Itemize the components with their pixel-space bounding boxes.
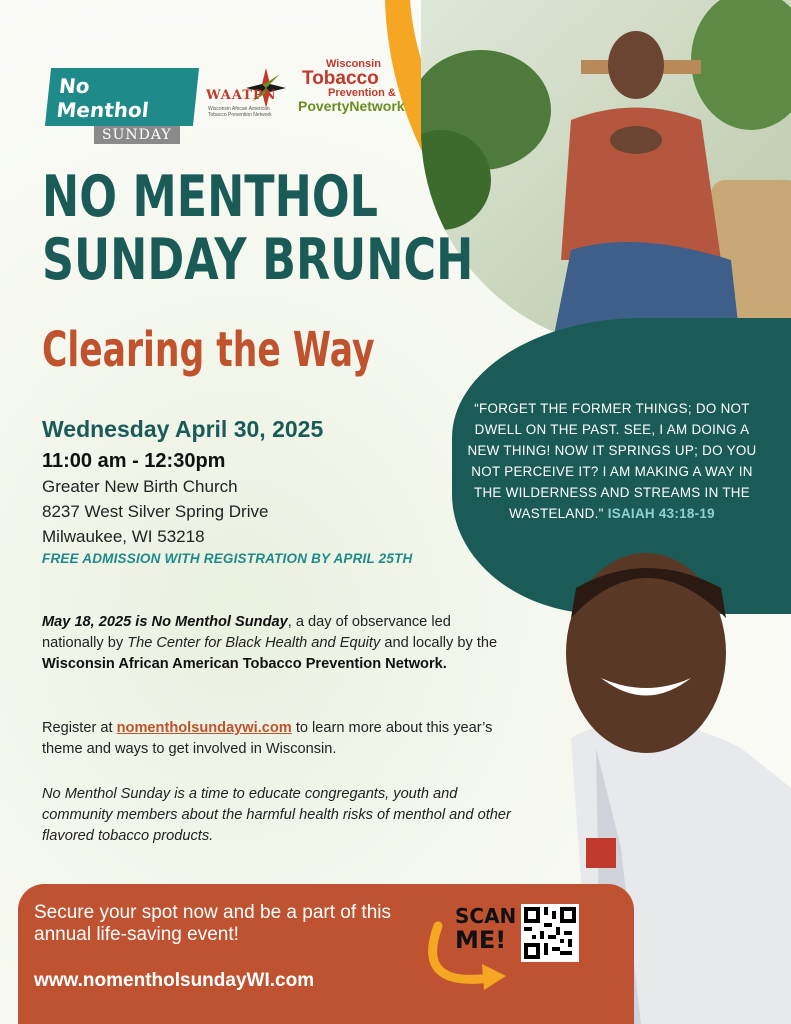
title-line-2: SUNDAY BRUNCH — [42, 227, 474, 293]
wtpp-line1: Wisconsin — [326, 58, 381, 70]
quote-reference: ISAIAH 43:18-19 — [607, 506, 715, 521]
paragraph-education: No Menthol Sunday is a time to educate congregants, youth and community members about the harmful health risks of menthol and other flavored tobacco products. — [42, 786, 511, 844]
curved-arrow-icon — [420, 918, 520, 998]
website-url[interactable]: www.nomentholsundayWI.com — [34, 970, 315, 991]
event-street: 8237 West Silver Spring Drive — [42, 502, 269, 521]
observance-text-b: and locally by the — [380, 635, 498, 651]
quote-text: “FORGET THE FORMER THINGS; DO NOT DWELL ON THE PAST. SEE, I AM DOING A NEW THING! NOW IT SPRINGS UP; DO YOU NOT PERCEIVE IT? I AM MAKING A WAY IN THE WILDERNESS AND STREAMS IN THE WASTELAND." — [467, 401, 757, 521]
scan-line-1: SCAN — [455, 904, 517, 928]
event-city: Milwaukee, WI 53218 — [42, 527, 205, 546]
subtitle: Clearing the Way — [42, 322, 375, 378]
no-menthol-sunday-logo — [48, 68, 196, 143]
cta-text: Secure your spot now and be a part of this annual life-saving event! — [34, 902, 391, 945]
paragraph-observance — [42, 612, 512, 675]
wtpp-line4: PovertyNetwork — [298, 98, 405, 114]
waatpn-subtitle: Wisconsin African American Tobacco Prevention Network — [208, 106, 272, 118]
observance-lead: May 18, 2025 is No Menthol Sunday — [42, 614, 288, 630]
event-venue: Greater New Birth Church — [42, 477, 238, 496]
wtpp-logo — [298, 58, 410, 124]
register-text-b: to learn more about this year’s theme and ways to get involved in Wisconsin. — [42, 720, 493, 757]
register-link[interactable]: nomentholsundaywi.com — [116, 720, 292, 736]
page-title — [42, 166, 473, 292]
scripture-quote — [462, 398, 762, 524]
title-line-1: NO MENTHOL — [42, 164, 378, 230]
event-date: Wednesday April 30, 2025 — [42, 416, 324, 442]
admission-note: FREE ADMISSION WITH REGISTRATION BY APRIL 25TH — [42, 551, 413, 566]
observance-text-a: , a day of observance led nationally by — [42, 614, 451, 651]
paragraph-register — [42, 718, 512, 760]
qr-code-icon[interactable] — [521, 904, 579, 962]
logo-nms-bottom: SUNDAY — [94, 126, 180, 144]
wtpp-line2: Tobacco — [302, 68, 379, 89]
wtpp-line3: Prevention & — [328, 87, 396, 99]
scan-line-2: ME! — [455, 926, 507, 954]
org-name: Wisconsin African American Tobacco Prevention Network. — [42, 656, 447, 672]
center-name: The Center for Black Health and Equity — [127, 635, 381, 651]
register-text-a: Register at — [42, 720, 117, 736]
waatpn-logo — [204, 66, 296, 122]
event-time: 11:00 am - 12:30pm — [42, 450, 226, 472]
waatpn-wordmark: WAATPN — [206, 88, 277, 103]
logo-nms-top: No Menthol — [45, 68, 199, 126]
